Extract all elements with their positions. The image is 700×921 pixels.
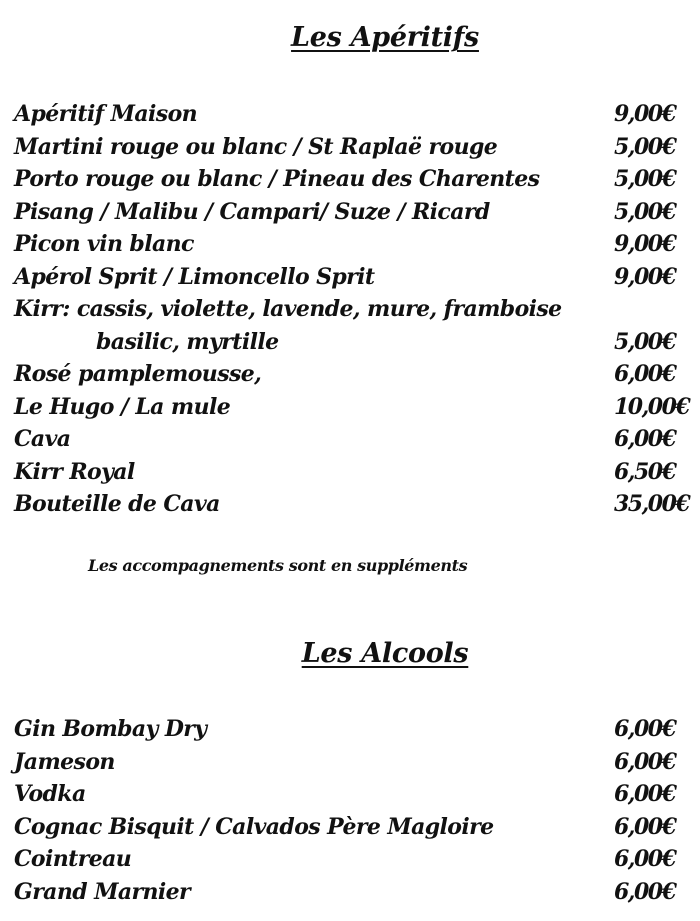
item-price: 5,00€: [614, 166, 676, 192]
item-price: 5,00€: [614, 328, 676, 355]
item-name: Cointreau: [14, 846, 132, 872]
item-price: 6,00€: [614, 426, 676, 452]
menu-item: [14, 228, 694, 261]
item-price: 10,00€: [614, 393, 690, 420]
menu-item: [14, 163, 694, 196]
item-name: Porto rouge ou blanc / Pineau des Charentes: [14, 166, 540, 192]
aperitifs-list: [14, 98, 694, 521]
menu-item: [14, 456, 694, 489]
menu-item: [14, 843, 694, 876]
item-name: Cognac Bisquit / Calvados Père Magloire: [14, 813, 494, 840]
aperitifs-title: Les Apéritifs: [291, 22, 479, 53]
item-name: Pisang / Malibu / Campari/ Suze / Ricard: [14, 198, 490, 225]
item-price: 6,00€: [614, 813, 676, 840]
item-price: 6,50€: [614, 458, 676, 485]
item-price: 6,00€: [614, 781, 676, 807]
item-name: Martini rouge ou blanc / St Raplaë rouge: [14, 133, 498, 160]
menu-item: [14, 778, 694, 811]
menu-item: [14, 293, 694, 358]
item-price: 5,00€: [614, 133, 676, 160]
menu-item: [14, 196, 694, 229]
item-price: 6,00€: [614, 748, 676, 775]
item-name: Gin Bombay Dry: [14, 716, 207, 742]
menu-item: [14, 423, 694, 456]
item-name: Bouteille de Cava: [14, 491, 220, 517]
alcools-title: Les Alcools: [301, 638, 469, 669]
item-name-continuation: basilic, myrtille: [96, 328, 279, 355]
item-name: Rosé pamplemousse,: [14, 361, 262, 387]
supplements-note: Les accompagnements sont en suppléments: [88, 556, 468, 575]
menu-item: [14, 98, 694, 131]
item-price: 6,00€: [614, 361, 676, 387]
menu-item: [14, 488, 694, 521]
item-name-block: [14, 293, 562, 358]
item-price: 9,00€: [614, 231, 676, 257]
item-name: Le Hugo / La mule: [14, 393, 231, 420]
item-price: 6,00€: [614, 846, 676, 872]
item-name: Kirr Royal: [14, 458, 135, 485]
item-name: Cava: [14, 426, 71, 452]
item-price: 9,00€: [614, 263, 676, 290]
item-price: 6,00€: [614, 716, 676, 742]
item-name: Kirr: cassis, violette, lavende, mure, framboise: [14, 296, 562, 322]
menu-item: [14, 746, 694, 779]
menu-item: [14, 358, 694, 391]
menu-item: [14, 811, 694, 844]
menu-item: [14, 261, 694, 294]
item-name: Apérol Sprit / Limoncello Sprit: [14, 263, 375, 290]
menu-item: [14, 131, 694, 164]
item-price: 9,00€: [614, 101, 676, 127]
menu-item: [14, 876, 694, 909]
item-name: Apéritif Maison: [14, 101, 198, 127]
item-price: 35,00€: [614, 491, 690, 517]
menu-item: [14, 713, 694, 746]
menu-item: [14, 391, 694, 424]
item-name: Picon vin blanc: [14, 231, 194, 257]
item-name: Vodka: [14, 781, 86, 807]
item-price: 6,00€: [614, 878, 676, 905]
item-name: Jameson: [14, 748, 115, 775]
alcools-list: [14, 713, 694, 908]
item-price: 5,00€: [614, 198, 676, 225]
item-name: Grand Marnier: [14, 878, 191, 905]
